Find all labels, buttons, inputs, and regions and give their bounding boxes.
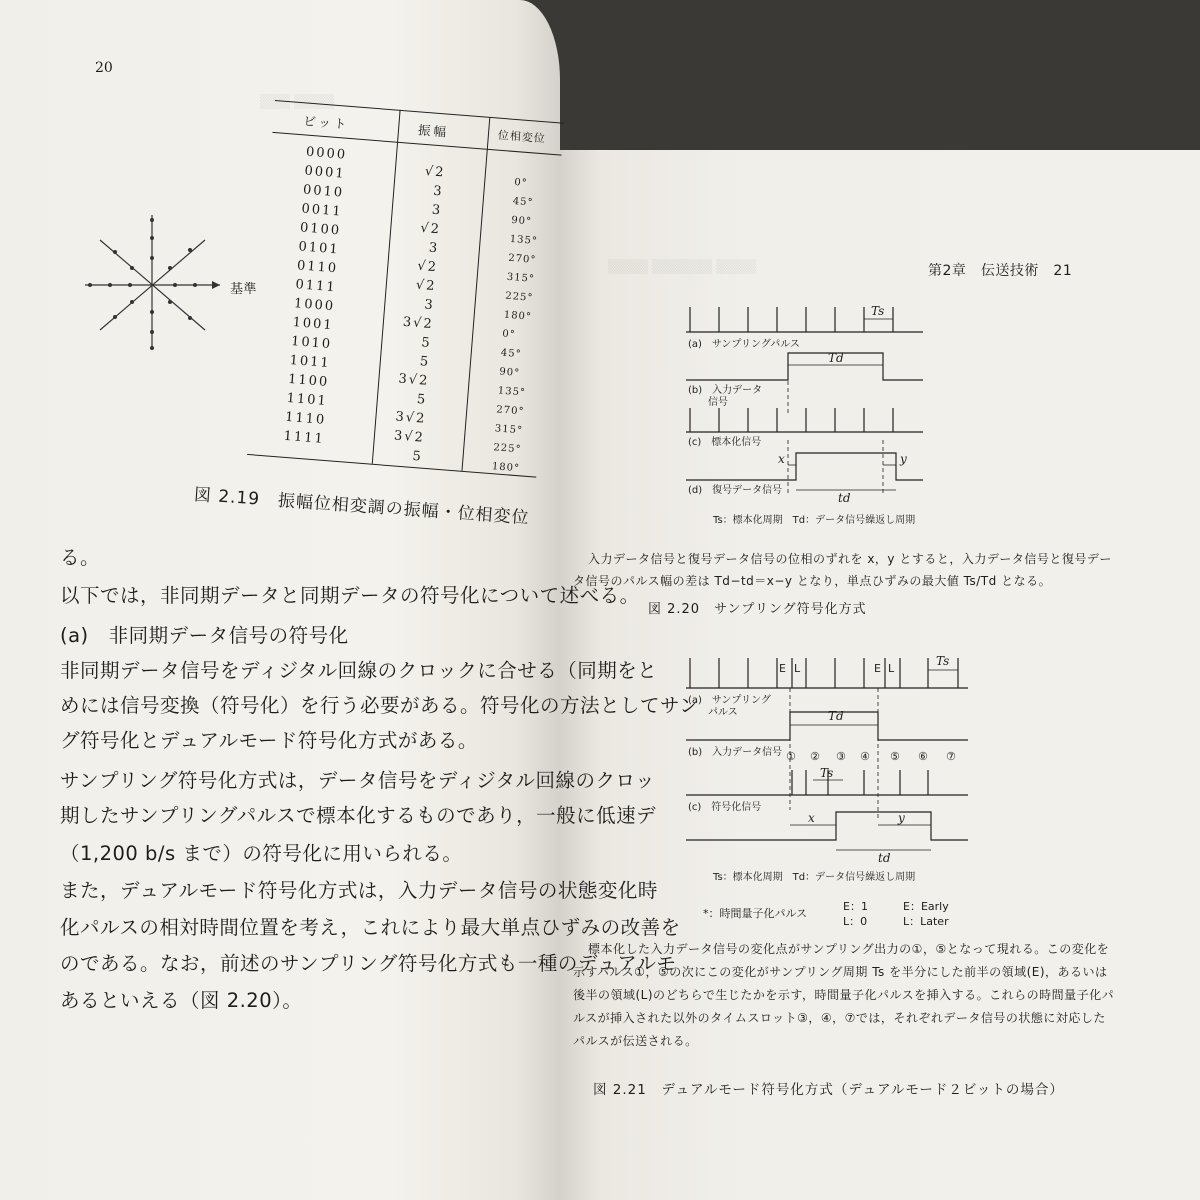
amplitude-cell: 3√2: [393, 428, 426, 446]
page-header: 第2章 伝送技術 21: [928, 263, 1073, 279]
L-marker: L: [794, 662, 801, 675]
phase-cell: 225°: [492, 442, 522, 456]
amplitude-cell: 3√2: [397, 371, 430, 389]
phase-cell: 0°: [513, 177, 529, 190]
amplitude-cell: 5: [416, 392, 428, 408]
header-bit: ビット: [302, 113, 350, 132]
legend2b: E：1: [843, 900, 868, 913]
label-a1: (a) サンプリング: [688, 695, 771, 706]
sampling-pulses: [690, 307, 893, 332]
phase-cell: 90°: [510, 214, 533, 228]
reference-label: 基準: [230, 282, 258, 297]
label-b2: 信号: [708, 397, 728, 408]
phase-cell: 270°: [507, 252, 537, 266]
x-label: x: [778, 452, 785, 466]
paragraph-line: 期したサンプリングパルスで標本化するものであり，一般に低速デ: [60, 804, 657, 827]
bleed-through-text: ▒▒▒ ▒▒▒▒: [260, 95, 335, 110]
phase-cell: 45°: [500, 347, 522, 361]
amplitude-cell: √2: [415, 277, 437, 295]
amplitude-cell: 3√2: [402, 314, 435, 333]
circle-1: ①: [786, 750, 796, 763]
legend2a: *：時間量子化パルス: [703, 907, 808, 920]
x-label: x: [808, 811, 815, 825]
amplitude-cell: 5: [419, 354, 431, 370]
bit-cell: 1110: [284, 409, 327, 428]
figure-2-21-caption: 図 2.21 デュアルモード符号化方式（デュアルモード２ビットの場合）: [593, 1082, 1064, 1098]
bit-cell: 1111: [283, 428, 326, 447]
paragraph-line: 非同期データ信号をディジタル回線のクロックに合せる（同期をと: [60, 659, 658, 682]
paragraph-line: めには信号変換（符号化）を行う必要がある。符号化の方法としてサン: [60, 694, 700, 717]
phase-cell: 180°: [503, 309, 533, 323]
phase-cell: 315°: [506, 271, 536, 285]
amplitude-cell: 3: [428, 240, 440, 257]
label-a: (a) サンプリングパルス: [688, 339, 800, 350]
bit-amplitude-phase-table: [245, 100, 574, 502]
amplitude-cell: 5: [420, 335, 433, 352]
bit-cell: 0011: [300, 201, 344, 220]
header-amplitude: 振幅: [417, 122, 450, 140]
y-label: y: [898, 811, 905, 825]
phase-cell: 180°: [491, 461, 521, 475]
phase-cell: 270°: [495, 404, 525, 418]
label-c: (c) 標本化信号: [688, 437, 762, 448]
ts-label: Ts: [936, 654, 950, 668]
paragraph-21-line2: 示すパルス①，⑤の次にこの変化がサンプリング周期 Ts を半分にした前半の領域(E)，あるいは: [573, 965, 1108, 979]
section-heading: (a) 非同期データ信号の符号化: [60, 624, 349, 647]
amplitude-cell: √2: [419, 220, 442, 238]
bit-cell: 1101: [286, 390, 329, 410]
E-marker-2: E: [874, 662, 881, 675]
bit-cell: 0000: [305, 144, 348, 163]
page-number: 20: [95, 60, 113, 76]
circle-4: ④: [860, 750, 870, 763]
label-b: (b) 入力データ信号: [688, 747, 783, 758]
legend: Ts：標本化周期 Td：データ信号繰返し周期: [713, 515, 916, 526]
bit-cell: 0110: [296, 258, 339, 277]
amplitude-cell: 3: [432, 183, 445, 200]
circle-6: ⑥: [918, 750, 928, 763]
paragraph-line: （1,200 b/s まで）の符号化に用いられる。: [60, 842, 463, 865]
ts-label-2: Ts: [820, 766, 834, 780]
paragraph-line: る。: [60, 546, 101, 569]
paragraph-line: また，デュアルモード符号化方式は，入力データ信号の状態変化時: [60, 879, 658, 902]
paragraph-line: 以下では，非同期データと同期データの符号化について述べる。: [60, 584, 640, 607]
label-b1: (b) 入力データ: [688, 385, 763, 396]
paragraph-line: あるといえる（図 2.20）。: [60, 989, 303, 1012]
bit-cell: 1010: [290, 334, 333, 353]
td-small-label: td: [838, 491, 851, 505]
phase-cell: 45°: [512, 195, 534, 209]
figure-2-20-timing-diagram: [678, 295, 1098, 535]
paragraph-line: のである。なお，前述のサンプリング符号化方式も一種のデュアルモ: [60, 952, 677, 975]
label-d1: (d) 復号データ信号: [688, 485, 783, 496]
paragraph-21-line5: パルスが伝送される。: [573, 1034, 698, 1048]
L-marker-2: L: [888, 662, 895, 675]
paragraph-21-line4: ルスが挿入された以外のタイムスロット③，④，⑦では，それぞれデータ信号の状態に対応した: [573, 1011, 1106, 1025]
bit-cell: 0100: [299, 220, 342, 239]
phase-cell: 315°: [494, 423, 524, 437]
y-label: y: [900, 452, 907, 466]
bit-cell: 0001: [303, 163, 347, 182]
E-marker: E: [779, 662, 786, 675]
circle-5: ⑤: [890, 750, 900, 763]
td-label: Td: [828, 351, 844, 365]
amplitude-cell: √2: [416, 258, 439, 276]
phase-cell: 90°: [498, 366, 521, 380]
legend2d: E：Early: [903, 900, 949, 913]
circle-3: ③: [836, 750, 846, 763]
bit-cell: 1000: [293, 296, 336, 315]
phase-cell: 135°: [497, 385, 527, 399]
header-phase: 位相変位: [497, 128, 547, 146]
phase-cell: 225°: [504, 290, 534, 304]
paragraph-21-line3: 後半の領域(L)のどちらで生じたかを示す，時間量子化パルスを挿入する。これらの時間量子化パ: [573, 988, 1115, 1002]
figure-2-19-caption: 図 2.19 振幅位相変調の振幅・位相変位: [193, 484, 531, 529]
phase-cell: 135°: [509, 233, 539, 248]
paragraph-line: サンプリング符号化方式は，データ信号をディジタル回線のクロッ: [60, 769, 656, 792]
paragraph-line: 化パルスの相対時間位置を考え，これにより最大単点ひずみの改善を: [60, 916, 681, 939]
bleed-through-text: ▒▒▒▒ ▒▒▒▒▒▒ ▒▒▒▒: [608, 260, 757, 275]
ts-label: Ts: [871, 304, 885, 318]
td-small-label: td: [878, 851, 891, 865]
circle-2: ②: [810, 750, 820, 763]
bit-cell: 0010: [302, 182, 345, 201]
legend2c: L：0: [843, 915, 868, 928]
amplitude-cell: 3√2: [394, 409, 427, 427]
paragraph-20-line2: タ信号のパルス幅の差は Td−td＝x−y となり，単点ひずみの最大値 Ts/Td となる。: [573, 574, 1052, 588]
amplitude-cell: 3: [431, 202, 443, 219]
bit-cell: 1001: [292, 315, 335, 334]
label-a2: パルス: [708, 707, 738, 718]
amplitude-cell: 5: [411, 448, 424, 465]
td-label: Td: [828, 709, 844, 723]
bit-cell: 0101: [297, 239, 341, 258]
bit-cell: 1100: [287, 371, 330, 391]
paragraph-21-line1: 標本化した入力データ信号の変化点がサンプリング出力の①，⑤となって現れる。この変化を: [588, 942, 1110, 956]
label-c: (c) 符号化信号: [688, 802, 762, 813]
legend1: Ts：標本化周期 Td：データ信号繰返し周期: [713, 872, 916, 883]
amplitude-cell: √2: [424, 164, 446, 181]
bit-cell: 1011: [289, 352, 332, 372]
bit-cell: 0111: [294, 277, 338, 296]
legend2e: L：Later: [903, 915, 949, 928]
figure-2-20-caption: 図 2.20 サンプリング符号化方式: [648, 602, 867, 617]
figure-2-21-timing-diagram: [678, 640, 1138, 890]
phase-cell: 0°: [501, 328, 517, 341]
paragraph-20-line1: 入力データ信号と復号データ信号の位相のずれを x，y とすると，入力データ信号と復号デー: [588, 552, 1112, 566]
amplitude-cell: 3: [423, 297, 436, 314]
paragraph-line: グ符号化とデュアルモード符号化方式がある。: [60, 729, 478, 752]
circle-7: ⑦: [946, 750, 956, 763]
